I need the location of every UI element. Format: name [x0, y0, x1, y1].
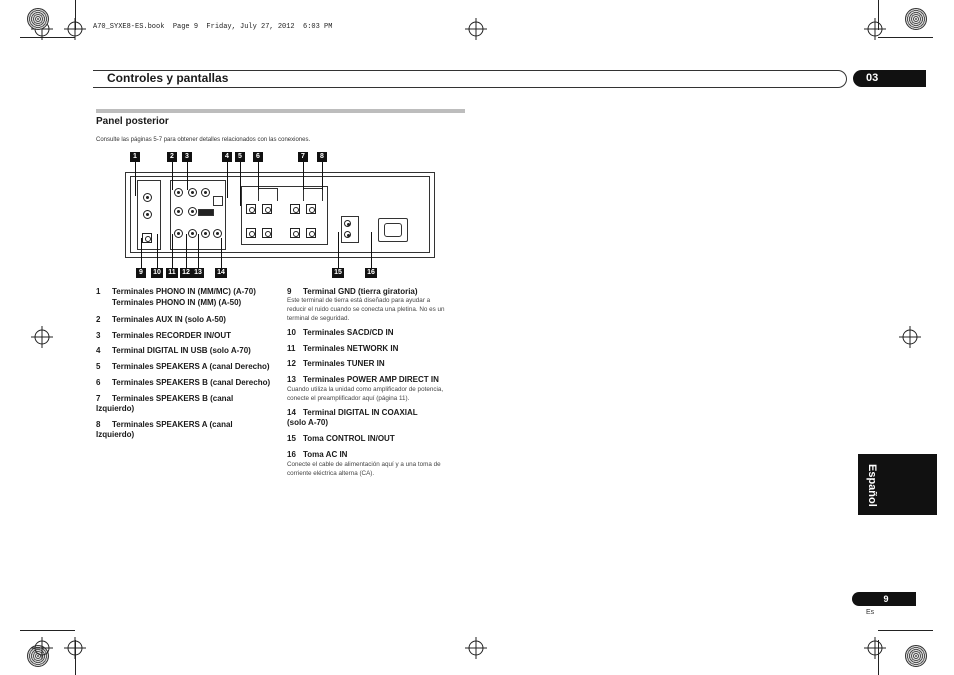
list-item [287, 434, 395, 444]
crop-line [878, 630, 933, 631]
rca-jack [201, 229, 210, 238]
list-item-number: 10 [287, 328, 296, 337]
list-item-text: Terminal GND (tierra giratoria) [303, 287, 418, 296]
callout-leader [221, 238, 222, 268]
phono-jack [143, 193, 152, 202]
rca-jack [188, 188, 197, 197]
crop-line [75, 0, 76, 30]
registration-mark-icon [31, 637, 53, 659]
page-number: 9 [852, 592, 916, 606]
ac-inlet [384, 223, 402, 237]
control-jack-block [341, 216, 359, 243]
callout-badge-9: 9 [136, 268, 146, 278]
section-rule [96, 109, 465, 113]
chapter-number: 03 [853, 70, 926, 87]
list-item-number: 11 [287, 344, 296, 353]
language-tab-label: Español [866, 464, 878, 507]
list-item-text: Terminales PHONO IN (MM/MC) (A-70) [112, 287, 256, 296]
callout-badge-12: 12 [180, 268, 192, 278]
callout-badge-8: 8 [317, 152, 327, 162]
usb-port [213, 196, 223, 206]
list-item-description: Este terminal de tierra está diseñado para ayudar a [287, 297, 431, 304]
list-item [96, 420, 233, 430]
list-item-number: 5 [96, 362, 101, 371]
rca-jack [188, 207, 197, 216]
control-jack [344, 220, 351, 227]
print-disc-mark [905, 645, 927, 667]
callout-leader [258, 162, 259, 190]
speaker-terminal [262, 204, 272, 214]
control-jack [344, 231, 351, 238]
print-disc-mark [905, 8, 927, 30]
list-item-continuation: Izquierdo) [96, 404, 135, 413]
list-item [96, 287, 256, 297]
list-item-text: Terminales SPEAKERS A (canal [112, 420, 233, 429]
callout-leader [172, 162, 173, 190]
callout-badge-14: 14 [215, 268, 227, 278]
list-item-number: 13 [287, 375, 296, 384]
list-item-text: Terminal DIGITAL IN USB (solo A-70) [112, 346, 251, 355]
speaker-terminal [246, 228, 256, 238]
speaker-terminal [306, 204, 316, 214]
chapter-title: Controles y pantallas [107, 71, 229, 85]
registration-mark-icon [465, 637, 487, 659]
list-item-description: corriente eléctrica alterna (CA). [287, 470, 375, 477]
callout-leader [135, 162, 136, 196]
crop-line [878, 640, 879, 675]
callout-leader [186, 234, 187, 268]
crop-line [20, 37, 75, 38]
print-disc-mark [27, 8, 49, 30]
list-item-text: Terminal DIGITAL IN COAXIAL [303, 408, 418, 417]
registration-mark-icon [31, 326, 53, 348]
callout-leader [240, 162, 241, 206]
crop-line [75, 640, 76, 675]
list-item [287, 450, 347, 460]
crop-line [20, 630, 75, 631]
callout-leader [227, 162, 228, 198]
list-item [96, 394, 233, 404]
list-item-text: Terminales RECORDER IN/OUT [112, 331, 231, 340]
gnd-terminal [142, 233, 152, 243]
list-item [287, 408, 418, 418]
list-item [287, 359, 385, 369]
list-item [96, 346, 251, 356]
list-item-description: reducir el ruido cuando se conecta una pletina. No es un [287, 306, 445, 313]
callout-badge-15: 15 [332, 268, 344, 278]
list-item [96, 331, 231, 341]
list-item [287, 344, 398, 354]
callout-badge-11: 11 [166, 268, 178, 278]
list-item [96, 378, 270, 388]
list-item-text: Terminales POWER AMP DIRECT IN [303, 375, 439, 384]
rca-jack [174, 207, 183, 216]
list-item-number: 4 [96, 346, 101, 355]
callout-badge-5: 5 [235, 152, 245, 162]
callout-badge-3: 3 [182, 152, 192, 162]
crop-line [878, 37, 933, 38]
callout-badge-16: 16 [365, 268, 377, 278]
speaker-bracket [258, 188, 278, 201]
list-item-description: conecte el preamplificador aquí (página 11). [287, 395, 410, 402]
list-item-continuation: (solo A-70) [287, 418, 329, 427]
list-item-number: 8 [96, 420, 101, 429]
callout-leader [198, 234, 199, 268]
list-item-text: Terminales SPEAKERS A (canal Derecho) [112, 362, 270, 371]
callout-leader [322, 162, 323, 190]
list-item-number: 14 [287, 408, 296, 417]
callout-badge-6: 6 [253, 152, 263, 162]
registration-mark-icon [864, 637, 886, 659]
direct-in-label-box [198, 209, 214, 216]
list-item-text: Terminales SPEAKERS B (canal [112, 394, 234, 403]
callout-leader [371, 232, 372, 268]
list-item [287, 328, 394, 338]
callout-leader [172, 234, 173, 268]
speaker-bracket [303, 188, 323, 201]
list-item-number: 7 [96, 394, 101, 403]
list-item-number: 1 [96, 287, 101, 296]
callout-badge-7: 7 [298, 152, 308, 162]
ac-inlet-frame [378, 218, 408, 242]
page-language: Es [866, 609, 875, 616]
callout-badge-1: 1 [130, 152, 140, 162]
printer-header: A70_SYXE8-ES.book Page 9 Friday, July 27, 2012 6:03 PM [93, 23, 333, 31]
list-item-text: Terminales TUNER IN [303, 359, 385, 368]
rca-jack [174, 188, 183, 197]
list-item-number: 15 [287, 434, 296, 443]
list-item-text: Terminales SACD/CD IN [303, 328, 394, 337]
speaker-terminal [290, 228, 300, 238]
callout-leader [338, 232, 339, 268]
list-item [96, 362, 270, 372]
list-item-description: terminal de seguridad. [287, 315, 350, 322]
rca-jack [201, 188, 210, 197]
list-item-number: 16 [287, 450, 296, 459]
phono-jack [143, 210, 152, 219]
registration-mark-icon [465, 18, 487, 40]
callout-badge-2: 2 [167, 152, 177, 162]
list-item-number: 12 [287, 359, 296, 368]
speaker-terminal [262, 228, 272, 238]
speaker-terminal-block [241, 186, 328, 245]
list-item-continuation: Terminales PHONO IN (MM) (A-50) [112, 298, 242, 307]
callout-badge-13: 13 [192, 268, 204, 278]
coaxial-jack [213, 229, 222, 238]
panel-inner-outline [130, 176, 430, 253]
callout-leader [157, 234, 158, 268]
speaker-terminal [306, 228, 316, 238]
list-item-number: 2 [96, 315, 101, 324]
speaker-terminal [290, 204, 300, 214]
list-item-continuation: Izquierdo) [96, 430, 135, 439]
rca-jack [188, 229, 197, 238]
list-item-number: 6 [96, 378, 101, 387]
callout-badge-4: 4 [222, 152, 232, 162]
rca-jack [174, 229, 183, 238]
list-item-number: 9 [287, 287, 292, 296]
callout-leader [141, 238, 142, 268]
section-intro: Consulte las páginas 5-7 para obtener detalles relacionados con las conexiones. [96, 137, 311, 143]
list-item [96, 315, 226, 325]
list-item-description: Cuando utiliza la unidad como amplificador de potencia, [287, 386, 444, 393]
list-item-text: Terminales NETWORK IN [303, 344, 399, 353]
list-item-description: Conecte el cable de alimentación aquí y a una toma de [287, 461, 441, 468]
list-item [287, 375, 439, 385]
list-item-text: Terminales AUX IN (solo A-50) [112, 315, 226, 324]
crop-line [878, 0, 879, 30]
section-title: Panel posterior [96, 116, 169, 127]
list-item-text: Toma AC IN [303, 450, 348, 459]
list-item-text: Terminales SPEAKERS B (canal Derecho) [112, 378, 271, 387]
callout-badge-10: 10 [151, 268, 163, 278]
speaker-terminal [246, 204, 256, 214]
list-item-text: Toma CONTROL IN/OUT [303, 434, 395, 443]
list-item-number: 3 [96, 331, 101, 340]
callout-leader [303, 162, 304, 190]
callout-leader [187, 162, 188, 190]
registration-mark-icon [899, 326, 921, 348]
